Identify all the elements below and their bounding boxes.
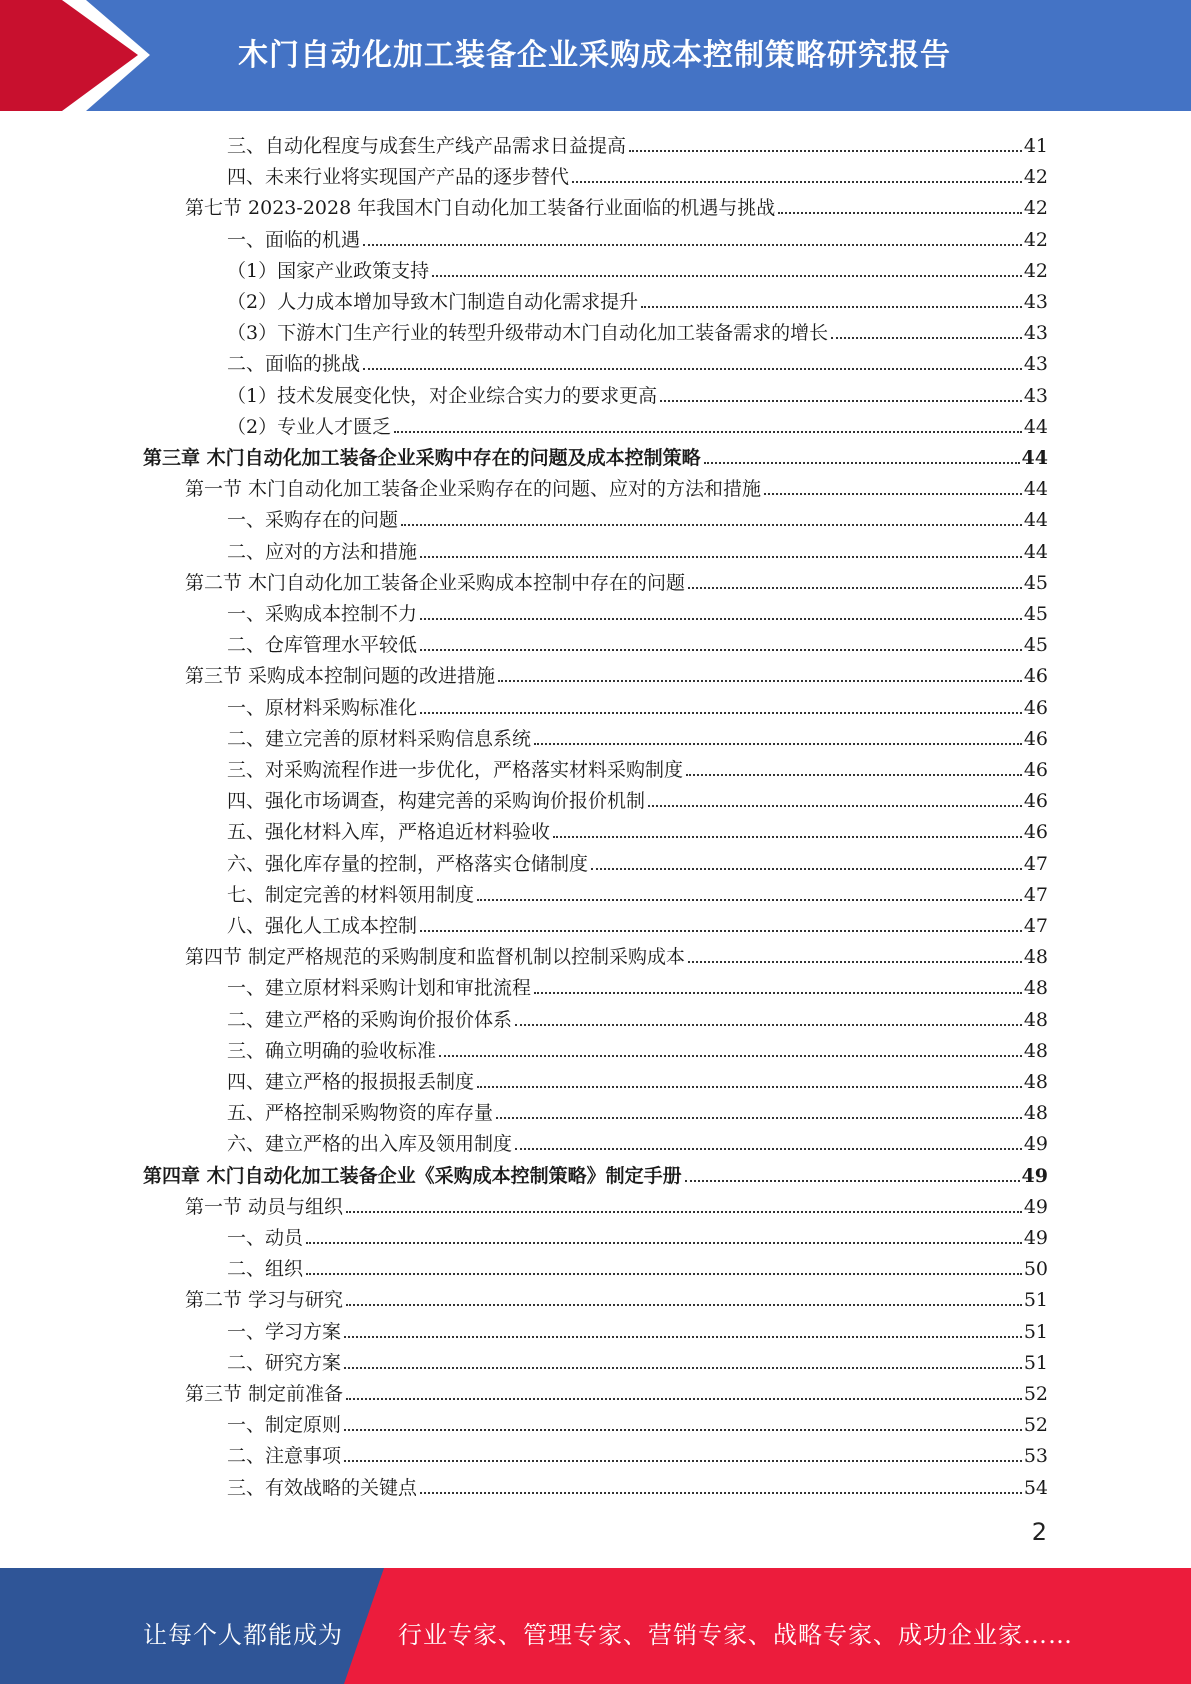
- toc-entry[interactable]: [227, 533, 1048, 564]
- toc-entry-page: 48: [1023, 1071, 1048, 1093]
- toc-entry-title: （3）下游木门生产行业的转型升级带动木门自动化加工装备需求的增长: [227, 322, 829, 345]
- toc-entry-page: 43: [1023, 322, 1048, 345]
- toc-entry[interactable]: [185, 1281, 1048, 1312]
- toc-entry-page: 45: [1023, 634, 1048, 657]
- toc-entry-page: 54: [1023, 1476, 1048, 1499]
- toc-entry[interactable]: [227, 158, 1048, 189]
- toc-leader-dots: [660, 400, 1022, 402]
- toc-leader-dots: [764, 493, 1022, 495]
- toc-entry[interactable]: [227, 782, 1048, 813]
- toc-leader-dots: [641, 306, 1022, 308]
- toc-entry-page: 48: [1023, 977, 1048, 1000]
- toc-entry[interactable]: [227, 314, 1048, 345]
- page-header: [0, 0, 1191, 111]
- toc-leader-dots: [420, 556, 1022, 558]
- toc-leader-dots: [344, 1336, 1022, 1338]
- toc-leader-dots: [591, 868, 1022, 870]
- toc-entry-page: 52: [1023, 1414, 1048, 1437]
- toc-leader-dots: [688, 961, 1022, 963]
- toc-entry[interactable]: [227, 377, 1048, 408]
- toc-entry[interactable]: [185, 564, 1048, 595]
- toc-entry-title: （1）国家产业政策支持: [227, 259, 430, 282]
- toc-entry-page: 46: [1023, 821, 1048, 844]
- toc-entry-title: 二、仓库管理水平较低: [227, 634, 418, 657]
- toc-entry[interactable]: [143, 1157, 1048, 1188]
- page-number: 2: [1031, 1518, 1047, 1546]
- toc-entry[interactable]: [143, 439, 1048, 470]
- toc-entry[interactable]: [185, 470, 1048, 501]
- toc-leader-dots: [534, 743, 1022, 745]
- toc-entry-title: 第二节 学习与研究: [185, 1289, 344, 1312]
- toc-entry-page: 47: [1023, 883, 1048, 906]
- toc-entry-page: 46: [1023, 665, 1048, 688]
- toc-entry-title: 第三节 采购成本控制问题的改进措施: [185, 665, 496, 688]
- toc-entry-page: 46: [1023, 790, 1048, 813]
- toc-entry[interactable]: [227, 1001, 1048, 1032]
- toc-leader-dots: [420, 618, 1022, 620]
- report-title: 木门自动化加工装备企业采购成本控制策略研究报告: [238, 38, 951, 73]
- toc-entry-title: 一、原材料采购标准化: [227, 696, 418, 719]
- toc-entry[interactable]: [227, 720, 1048, 751]
- toc-entry-page: 43: [1023, 353, 1048, 376]
- toc-leader-dots: [496, 1117, 1022, 1119]
- toc-entry-page: 49: [1021, 1164, 1048, 1187]
- toc-entry-title: 一、学习方案: [227, 1320, 342, 1343]
- toc-entry-title: 第二节 木门自动化加工装备企业采购成本控制中存在的问题: [185, 571, 686, 594]
- toc-entry-page: 48: [1023, 1102, 1048, 1125]
- toc-entry-title: 三、有效战略的关键点: [227, 1476, 418, 1499]
- toc-entry[interactable]: [227, 595, 1048, 626]
- toc-entry-title: 三、对采购流程作进一步优化，严格落实材料采购制度: [227, 759, 684, 781]
- toc-entry-title: 一、采购存在的问题: [227, 509, 399, 532]
- toc-entry-page: 49: [1023, 1227, 1048, 1249]
- toc-entry-page: 50: [1023, 1258, 1048, 1281]
- toc-entry-page: 42: [1023, 259, 1048, 282]
- toc-entry-page: 46: [1023, 727, 1048, 750]
- toc-entry[interactable]: [227, 876, 1048, 907]
- toc-entry-page: 49: [1023, 1133, 1048, 1156]
- toc-leader-dots: [420, 1492, 1022, 1494]
- toc-leader-dots: [629, 150, 1022, 152]
- toc-entry-title: 七、制定完善的材料领用制度: [227, 883, 475, 906]
- toc-entry[interactable]: [227, 127, 1048, 158]
- toc-entry-title: 三、自动化程度与成套生产线产品需求日益提高: [227, 135, 627, 157]
- toc-entry[interactable]: [227, 751, 1048, 782]
- toc-entry-title: 二、组织: [227, 1258, 304, 1281]
- toc-entry[interactable]: [227, 1219, 1048, 1250]
- toc-entry[interactable]: [227, 1469, 1048, 1500]
- toc-entry-title: 第三章 木门自动化加工装备企业采购中存在的问题及成本控制策略: [143, 447, 701, 469]
- toc-leader-dots: [346, 1211, 1022, 1213]
- toc-leader-dots: [306, 1273, 1022, 1275]
- toc-entry-title: 五、强化材料入库，严格追近材料验收: [227, 821, 551, 844]
- toc-entry-title: 一、建立原材料采购计划和审批流程: [227, 977, 532, 1000]
- toc-entry-page: 44: [1023, 540, 1048, 563]
- toc-entry-page: 41: [1023, 135, 1048, 157]
- toc-entry[interactable]: [227, 345, 1048, 376]
- toc-leader-dots: [534, 992, 1022, 994]
- toc-entry[interactable]: [227, 283, 1048, 314]
- toc-entry-title: 八、强化人工成本控制: [227, 915, 418, 937]
- toc-entry-page: 53: [1023, 1445, 1048, 1468]
- toc-entry-page: 43: [1023, 291, 1048, 313]
- page-footer: [0, 1568, 1191, 1684]
- toc-leader-dots: [685, 1180, 1020, 1182]
- toc-entry-title: 二、建立完善的原材料采购信息系统: [227, 727, 532, 750]
- toc-leader-dots: [704, 462, 1020, 464]
- toc-entry-page: 43: [1023, 384, 1048, 407]
- toc-entry-title: 四、未来行业将实现国产产品的逐步替代: [227, 166, 570, 189]
- toc-entry-title: 一、面临的机遇: [227, 228, 361, 251]
- toc-leader-dots: [439, 1055, 1022, 1057]
- toc-entry-page: 48: [1023, 1008, 1048, 1031]
- toc-entry[interactable]: [227, 252, 1048, 283]
- toc-entry[interactable]: [227, 845, 1048, 876]
- toc-leader-dots: [420, 649, 1022, 651]
- toc-entry-page: 49: [1023, 1195, 1048, 1218]
- toc-entry-title: 四、强化市场调查，构建完善的采购询价报价机制: [227, 790, 646, 813]
- toc-leader-dots: [515, 1148, 1022, 1150]
- toc-entry-page: 48: [1023, 1039, 1048, 1062]
- toc-leader-dots: [344, 1460, 1022, 1462]
- toc-entry-title: 第三节 制定前准备: [185, 1383, 344, 1405]
- toc-entry-title: 第一节 木门自动化加工装备企业采购存在的问题、应对的方法和措施: [185, 478, 762, 501]
- toc-entry-page: 51: [1023, 1351, 1048, 1374]
- toc-leader-dots: [498, 680, 1022, 682]
- toc-entry[interactable]: [227, 626, 1048, 657]
- toc-entry-title: 二、应对的方法和措施: [227, 540, 418, 563]
- toc-entry-page: 48: [1023, 946, 1048, 969]
- toc-entry-page: 51: [1023, 1320, 1048, 1343]
- toc-entry[interactable]: [227, 1437, 1048, 1468]
- toc-entry-page: 51: [1023, 1289, 1048, 1312]
- toc-entry[interactable]: [227, 1063, 1048, 1094]
- toc-entry-title: 六、建立严格的出入库及领用制度: [227, 1133, 513, 1156]
- toc-leader-dots: [306, 1242, 1022, 1244]
- toc-leader-dots: [394, 431, 1022, 433]
- footer-slogan-left: 让每个人都能成为: [143, 1621, 343, 1649]
- toc-entry[interactable]: [227, 1406, 1048, 1437]
- toc-entry-page: 46: [1023, 759, 1048, 781]
- toc-entry[interactable]: [227, 1032, 1048, 1063]
- toc-entry[interactable]: [185, 938, 1048, 969]
- toc-entry[interactable]: [227, 408, 1048, 439]
- toc-entry-title: 五、严格控制采购物资的库存量: [227, 1102, 494, 1125]
- toc-entry[interactable]: [227, 813, 1048, 844]
- toc-entry-title: 二、面临的挑战: [227, 353, 361, 376]
- toc-entry[interactable]: [227, 1344, 1048, 1375]
- toc-entry-title: 二、研究方案: [227, 1351, 342, 1374]
- toc-entry-title: 一、采购成本控制不力: [227, 603, 418, 625]
- toc-entry-title: （2）专业人才匮乏: [227, 415, 392, 438]
- toc-entry-page: 45: [1023, 603, 1048, 625]
- toc-leader-dots: [346, 1398, 1022, 1400]
- toc-entry-title: 四、建立严格的报损报丢制度: [227, 1071, 475, 1093]
- toc-entry-title: （2）人力成本增加导致木门制造自动化需求提升: [227, 291, 639, 313]
- toc-leader-dots: [432, 275, 1022, 277]
- toc-entry-title: 六、强化库存量的控制，严格落实仓储制度: [227, 852, 589, 875]
- toc-entry[interactable]: [227, 1125, 1048, 1156]
- toc-leader-dots: [686, 774, 1022, 776]
- toc-leader-dots: [688, 587, 1022, 589]
- toc-leader-dots: [477, 899, 1022, 901]
- toc-entry-page: 46: [1023, 696, 1048, 719]
- toc-entry-page: 44: [1023, 509, 1048, 532]
- toc-entry-title: 第七节 2023-2028 年我国木门自动化加工装备行业面临的机遇与挑战: [185, 197, 776, 220]
- toc-entry-title: 二、注意事项: [227, 1445, 342, 1468]
- toc-leader-dots: [344, 1429, 1022, 1431]
- toc-leader-dots: [778, 212, 1022, 214]
- toc-entry[interactable]: [185, 657, 1048, 688]
- toc-entry-page: 42: [1023, 166, 1048, 189]
- toc-entry-page: 42: [1023, 228, 1048, 251]
- toc-entry-page: 47: [1023, 852, 1048, 875]
- toc-entry-title: 一、制定原则: [227, 1414, 342, 1437]
- toc-leader-dots: [572, 181, 1022, 183]
- toc-entry-page: 44: [1021, 447, 1048, 469]
- toc-entry-title: 二、建立严格的采购询价报价体系: [227, 1008, 513, 1031]
- toc-entry[interactable]: [185, 189, 1048, 220]
- toc-entry[interactable]: [227, 1250, 1048, 1281]
- toc-leader-dots: [831, 337, 1022, 339]
- toc-leader-dots: [420, 712, 1022, 714]
- toc-entry-title: 三、确立明确的验收标准: [227, 1039, 437, 1062]
- toc-entry[interactable]: [227, 1313, 1048, 1344]
- toc-entry[interactable]: [227, 907, 1048, 938]
- toc-entry[interactable]: [227, 501, 1048, 532]
- toc-entry-page: 44: [1023, 478, 1048, 501]
- toc-leader-dots: [344, 1367, 1022, 1369]
- toc-entry[interactable]: [227, 221, 1048, 252]
- toc-entry-title: 第四节 制定严格规范的采购制度和监督机制以控制采购成本: [185, 946, 686, 969]
- toc-entry[interactable]: [185, 1188, 1048, 1219]
- toc-entry-page: 47: [1023, 915, 1048, 937]
- toc-entry-title: 第四章 木门自动化加工装备企业《采购成本控制策略》制定手册: [143, 1164, 682, 1187]
- toc-leader-dots: [363, 244, 1022, 246]
- toc-entry-page: 42: [1023, 197, 1048, 220]
- toc-entry[interactable]: [227, 689, 1048, 720]
- toc-entry-page: 52: [1023, 1383, 1048, 1405]
- toc-entry-page: 44: [1023, 415, 1048, 438]
- toc-leader-dots: [648, 805, 1022, 807]
- toc-entry[interactable]: [185, 1375, 1048, 1406]
- toc-leader-dots: [553, 836, 1022, 838]
- toc-entry[interactable]: [227, 1094, 1048, 1125]
- toc-entry-title: （1）技术发展变化快，对企业综合实力的要求更高: [227, 384, 658, 407]
- toc-leader-dots: [346, 1304, 1022, 1306]
- toc-entry[interactable]: [227, 969, 1048, 1000]
- toc-leader-dots: [401, 524, 1022, 526]
- footer-slogan-right: 行业专家、管理专家、营销专家、战略专家、成功企业家……: [398, 1621, 1073, 1649]
- toc-leader-dots: [477, 1086, 1022, 1088]
- toc-leader-dots: [363, 368, 1022, 370]
- toc-leader-dots: [515, 1024, 1022, 1026]
- toc-leader-dots: [420, 930, 1022, 932]
- toc-entry-title: 一、动员: [227, 1227, 304, 1249]
- toc-entry-page: 45: [1023, 571, 1048, 594]
- toc-entry-title: 第一节 动员与组织: [185, 1195, 344, 1218]
